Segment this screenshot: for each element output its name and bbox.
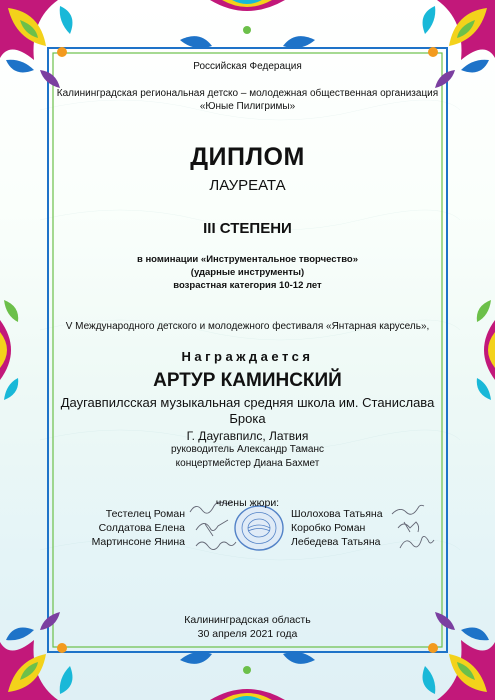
signature-scribble bbox=[400, 536, 434, 548]
diploma-subtitle: ЛАУРЕАТА bbox=[209, 177, 286, 194]
awarded-label: Награждается bbox=[181, 349, 314, 364]
seal-stamp bbox=[235, 506, 283, 550]
festival-line: V Международного детского и молодежного фестиваля «Янтарная карусель», bbox=[65, 321, 430, 332]
footer-region: Калининградская область bbox=[184, 614, 311, 626]
school-line-1: Даугавпилсская музыкальная средняя школа им. Станислава bbox=[60, 395, 435, 410]
nomination-line-1: в номинации «Инструментальное творчество» bbox=[136, 254, 359, 265]
corner-ornament-top-right bbox=[423, 0, 495, 88]
city-line: Г. Даугавпилс, Латвия bbox=[186, 429, 309, 443]
corner-ornament-top-left bbox=[0, 0, 72, 88]
nomination-line-3: возрастная категория 10-12 лет bbox=[173, 280, 322, 291]
recipient-name: АРТУР КАМИНСКИЙ bbox=[153, 370, 342, 391]
jury-member-left-2: Солдатова Елена bbox=[98, 522, 185, 534]
nomination-line-2: (ударные инструменты) bbox=[190, 267, 305, 278]
country-label: Российская Федерация bbox=[193, 61, 302, 72]
bottom-center-ornament bbox=[180, 652, 315, 700]
accompanist-line: концертмейстер Диана Бахмет bbox=[175, 458, 320, 469]
footer-date: 30 апреля 2021 года bbox=[197, 628, 298, 640]
jury-title: члены жюри: bbox=[215, 497, 280, 509]
school-line-2: Брока bbox=[229, 411, 266, 426]
signature-scribble bbox=[196, 520, 228, 536]
jury-member-right-1: Шолохова Татьяна bbox=[291, 508, 383, 520]
degree-label: III СТЕПЕНИ bbox=[203, 220, 292, 237]
jury-member-right-3: Лебедева Татьяна bbox=[291, 536, 381, 548]
leader-line: руководитель Александр Таманс bbox=[171, 444, 324, 455]
signature-scribble bbox=[398, 522, 419, 532]
jury-member-left-3: Мартинсоне Янина bbox=[91, 536, 185, 548]
signature-scribble bbox=[196, 542, 236, 550]
diploma-title: ДИПЛОМ bbox=[190, 143, 305, 171]
top-center-ornament bbox=[180, 0, 315, 48]
jury-member-left-1: Тестелец Роман bbox=[105, 508, 185, 520]
jury-member-right-2: Коробко Роман bbox=[291, 522, 366, 534]
organization-line-2: «Юные Пилигримы» bbox=[199, 101, 296, 112]
organization-line-1: Калининградская региональная детско – молодежная общественная организация bbox=[56, 88, 439, 99]
